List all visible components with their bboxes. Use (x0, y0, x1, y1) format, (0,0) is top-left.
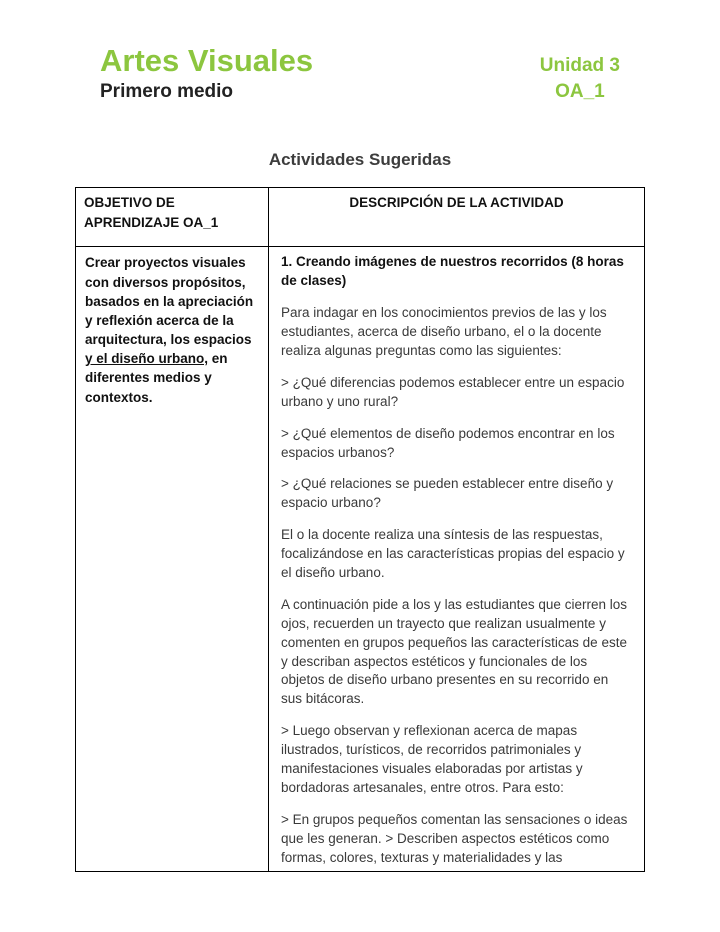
objective-cell (76, 247, 269, 872)
activity-paragraph: El o la docente realiza una síntesis de las respuestas, focalizándose en las características propias del espacio y el diseño urbano. (281, 527, 625, 580)
activity-heading: 1. Creando imágenes de nuestros recorridos (8 horas de clases) (281, 254, 624, 289)
activities-table (75, 187, 645, 872)
section-title: Actividades Sugeridas (268, 150, 452, 170)
activity-paragraph: Para indagar en los conocimientos previos de las y los estudiantes, acerca de diseño urbano, el o la docente realiza algunas preguntas como las siguientes: (281, 305, 607, 358)
activity-column-header: DESCRIPCIÓN DE LA ACTIVIDAD (269, 188, 645, 247)
doc-subtitle: Primero medio (100, 81, 234, 103)
activity-paragraph: > ¿Qué relaciones se pueden establecer entre diseño y espacio urbano? (281, 476, 614, 511)
activity-paragraph: > ¿Qué elementos de diseño podemos encontrar en los espacios urbanos? (281, 425, 615, 460)
document-header (0, 0, 720, 104)
table-row (76, 247, 645, 872)
header-left (100, 44, 313, 104)
activity-paragraph: A continuación pide a los y las estudiantes que cierren los ojos, recuerden un trayecto que realizan usualmente y comenten en grupos pequeños las características de este y describan aspectos estéticos y funcionales de los objetos de diseño urbano presentes en su recorrido en sus bitácoras. (281, 596, 627, 707)
unit-label: Unidad 3 (539, 55, 620, 76)
objective-text-underlined: y el diseño urbano, (85, 351, 209, 367)
activity-paragraph: > ¿Qué diferencias podemos establecer entre un espacio urbano y uno rural? (281, 374, 625, 409)
table-body (76, 247, 645, 872)
objective-column-header: OBJETIVO DE APRENDIZAJE OA_1 (76, 188, 269, 247)
objective-text-before: Crear proyectos visuales con diversos propósitos, basados en la apreciación y reflexión acerca de la arquitectura, los espacios (85, 255, 254, 348)
table-header-row (76, 188, 645, 247)
activity-cell (269, 247, 645, 872)
objective-text-after: en diferentes medios y contextos. (85, 351, 228, 405)
doc-title: Artes Visuales (100, 43, 314, 78)
oa-label: OA_1 (555, 80, 605, 102)
activity-paragraph: > En grupos pequeños comentan las sensaciones o ideas que les generan. > Describen aspectos estéticos como formas, colores, texturas y materialidades y las (281, 811, 628, 865)
header-right (540, 44, 620, 104)
activity-paragraph: > Luego observan y reflexionan acerca de mapas ilustrados, turísticos, de recorridos patrimoniales y manifestaciones visuales elaboradas por artistas y bordadoras artesanales, entre otros. Para esto: (281, 723, 583, 795)
table-head (76, 188, 645, 247)
